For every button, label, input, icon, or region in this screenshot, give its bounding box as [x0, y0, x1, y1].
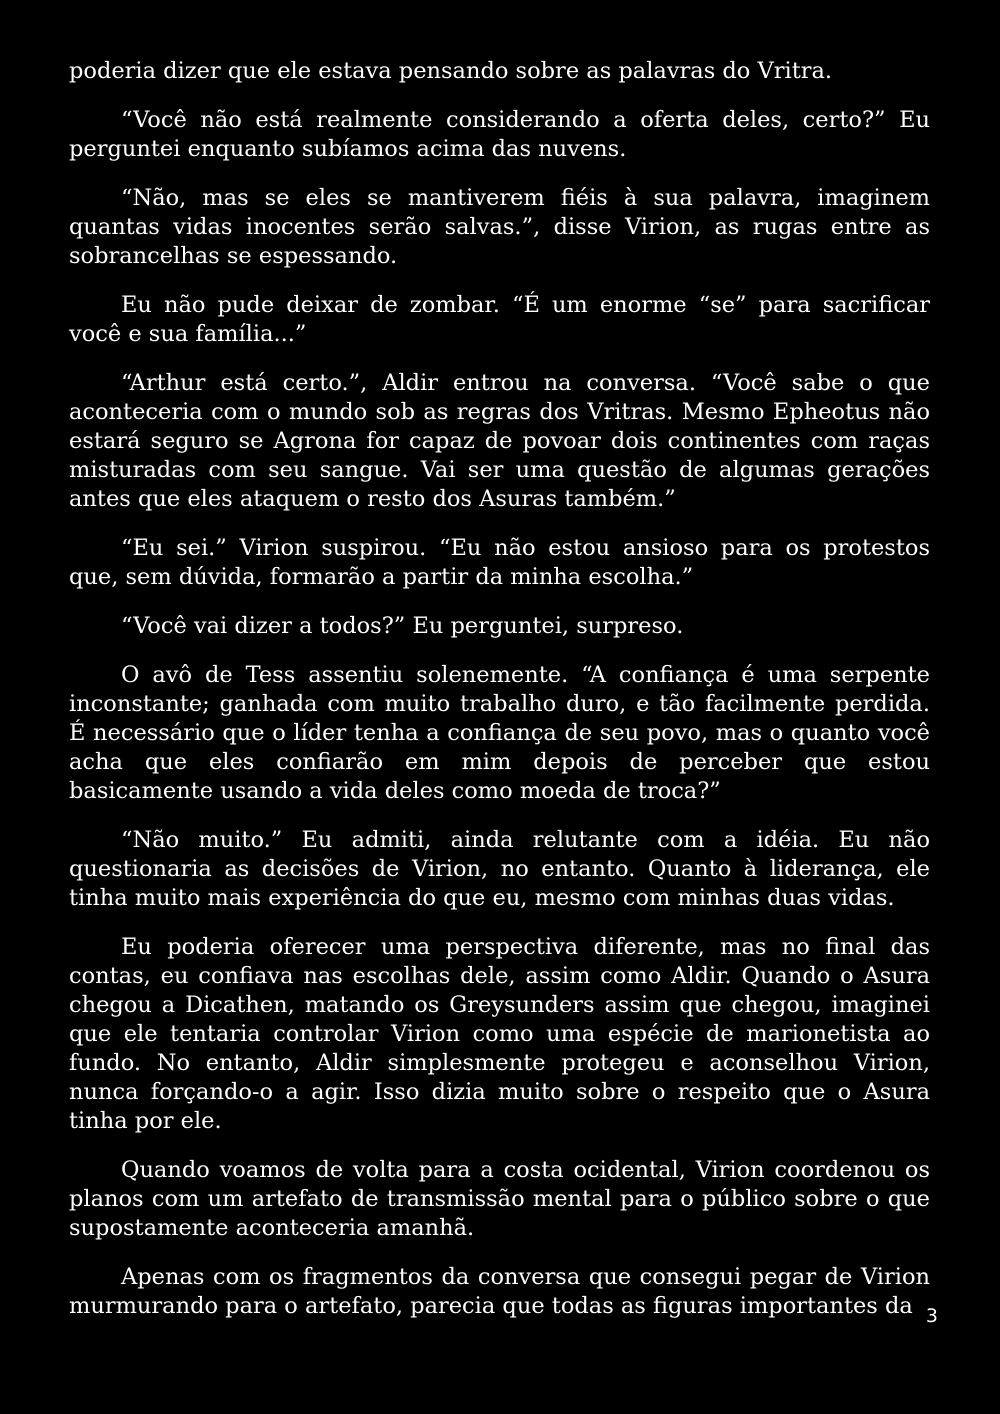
- paragraph: Apenas com os fragmentos da conversa que consegui pegar de Virion murmurando para o artefato, parecia que todas as figuras importantes da: [69, 1264, 930, 1319]
- paragraph: “Você vai dizer a todos?” Eu perguntei, surpreso.: [121, 613, 684, 639]
- paragraph: “Arthur está certo.”, Aldir entrou na conversa. “Você sabe o que aconteceria com o mundo sob as regras dos Vritras. Mesmo Epheotus não estará seguro se Agrona for capaz de povoar dois continentes com raças misturadas com seu sangue. Vai ser uma questão de algumas gerações antes que eles ataquem o resto dos Asuras também.”: [69, 370, 930, 512]
- paragraph: O avô de Tess assentiu solenemente. “A confiança é uma serpente inconstante; ganhada com muito trabalho duro, e tão facilmente perdida. É necessário que o líder tenha a confiança de seu povo, mas o quanto você acha que eles confiarão em mim depois de perceber que estou basicamente usando a vida deles como moeda de troca?”: [69, 662, 930, 804]
- paragraph: Eu poderia oferecer uma perspectiva diferente, mas no final das contas, eu confiava nas escolhas dele, assim como Aldir. Quando o Asura chegou a Dicathen, matando os Greysunders assim que chegou, imaginei que ele tentaria controlar Virion como uma espécie de marionetista ao fundo. No entanto, Aldir simplesmente protegeu e aconselhou Virion, nunca forçando-o a agir. Isso dizia muito sobre o respeito que o Asura tinha por ele.: [69, 934, 930, 1134]
- page-number: 3: [925, 1305, 938, 1327]
- paragraph: “Eu sei.” Virion suspirou. “Eu não estou ansioso para os protestos que, sem dúvida, formarão a partir da minha escolha.”: [69, 535, 930, 590]
- paragraph: Quando voamos de volta para a costa ocidental, Virion coordenou os planos com um artefato de transmissão mental para o público sobre o que supostamente aconteceria amanhã.: [69, 1157, 930, 1241]
- paragraph: “Você não está realmente considerando a oferta deles, certo?” Eu perguntei enquanto subíamos acima das nuvens.: [69, 107, 930, 162]
- paragraph: “Não muito.” Eu admiti, ainda relutante com a idéia. Eu não questionaria as decisões de Virion, no entanto. Quanto à liderança, ele tinha muito mais experiência do que eu, mesmo com minhas duas vidas.: [69, 827, 930, 911]
- paragraph-continuation: poderia dizer que ele estava pensando sobre as palavras do Vritra.: [69, 58, 833, 84]
- paragraph: “Não, mas se eles se mantiverem fiéis à sua palavra, imaginem quantas vidas inocentes serão salvas.”, disse Virion, as rugas entre as sobrancelhas se espessando.: [69, 185, 930, 269]
- paragraph: Eu não pude deixar de zombar. “É um enorme “se” para sacrificar você e sua família...”: [69, 292, 930, 347]
- page-text: [69, 57, 930, 1341]
